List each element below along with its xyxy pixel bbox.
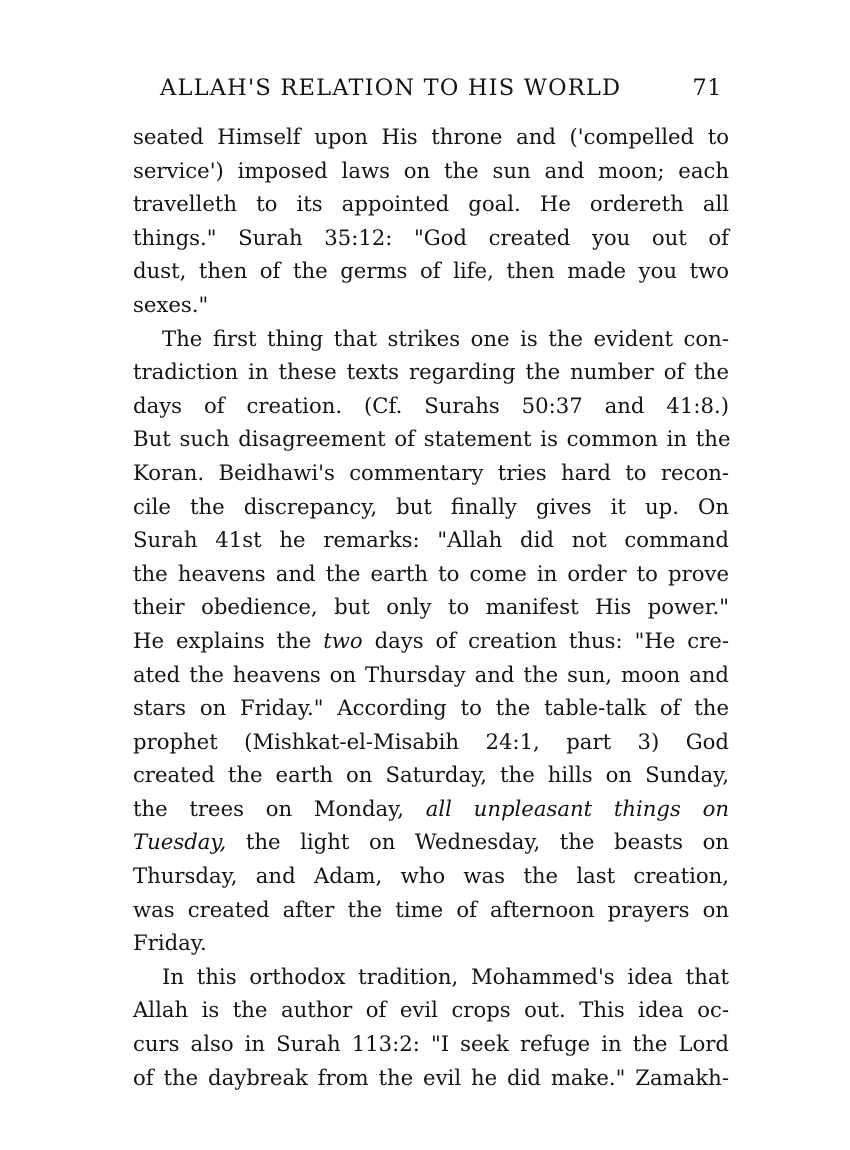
running-head-title: ALLAH'S RELATION TO HIS WORLD: [160, 75, 622, 101]
text-line: their obedience, but only to manifest His power.": [133, 594, 729, 620]
text-line: sexes.": [133, 291, 209, 317]
text-line: The first thing that strikes one is the evident con-: [162, 325, 729, 351]
text-line: created the earth on Saturday, the hills on Sunday,: [133, 762, 729, 788]
text-line: Allah is the author of evil crops out. This idea oc-: [133, 997, 729, 1023]
text-line: the trees on Monday, all unpleasant things on: [133, 795, 729, 821]
text-line: of the daybreak from the evil he did make." Zamakh-: [133, 1064, 729, 1090]
text-line: curs also in Surah 113:2: "I seek refuge in the Lord: [133, 1031, 729, 1057]
page-number: 71: [692, 75, 722, 101]
running-head: [160, 70, 722, 106]
text-line: prophet (Mishkat-el-Misabih 24:1, part 3) God: [133, 728, 729, 754]
text-line: Tuesday, the light on Wednesday, the beasts on: [133, 829, 729, 855]
text-line: Surah 41st he remarks: "Allah did not command: [133, 527, 729, 553]
text-line: He explains the two days of creation thus: "He cre-: [133, 627, 729, 653]
text-line: stars on Friday." According to the table-talk of the: [133, 695, 729, 721]
text-line: ated the heavens on Thursday and the sun, moon and: [133, 661, 729, 687]
text-line: Thursday, and Adam, who was the last creation,: [133, 863, 729, 889]
text-line: travelleth to its appointed goal. He ordereth all: [133, 191, 729, 217]
text-line: was created after the time of afternoon prayers on: [133, 896, 729, 922]
italic-phrase: Tuesday,: [133, 829, 227, 855]
text-line: things." Surah 35:12: "God created you out of: [133, 224, 729, 250]
text-line: dust, then of the germs of life, then made you two: [133, 258, 729, 284]
text-line: tradiction in these texts regarding the number of the: [133, 359, 729, 385]
text-line: cile the discrepancy, but finally gives it up. On: [133, 493, 729, 519]
text-line: Friday.: [133, 930, 207, 956]
italic-phrase: all unpleasant things on: [425, 795, 729, 821]
text-line: days of creation. (Cf. Surahs 50:37 and 41:8.): [133, 392, 729, 418]
italic-phrase: two: [323, 627, 363, 653]
text-line: the heavens and the earth to come in order to prove: [133, 560, 729, 586]
body-text: [133, 120, 729, 1094]
text-line: seated Himself upon His throne and ('compelled to: [133, 124, 729, 149]
text-line: service') imposed laws on the sun and moon; each: [133, 157, 729, 183]
text-line: But such disagreement of statement is common in the: [133, 426, 731, 452]
text-line: Koran. Beidhawi's commentary tries hard to recon-: [133, 459, 729, 485]
text-line: In this orthodox tradition, Mohammed's idea that: [162, 963, 729, 989]
